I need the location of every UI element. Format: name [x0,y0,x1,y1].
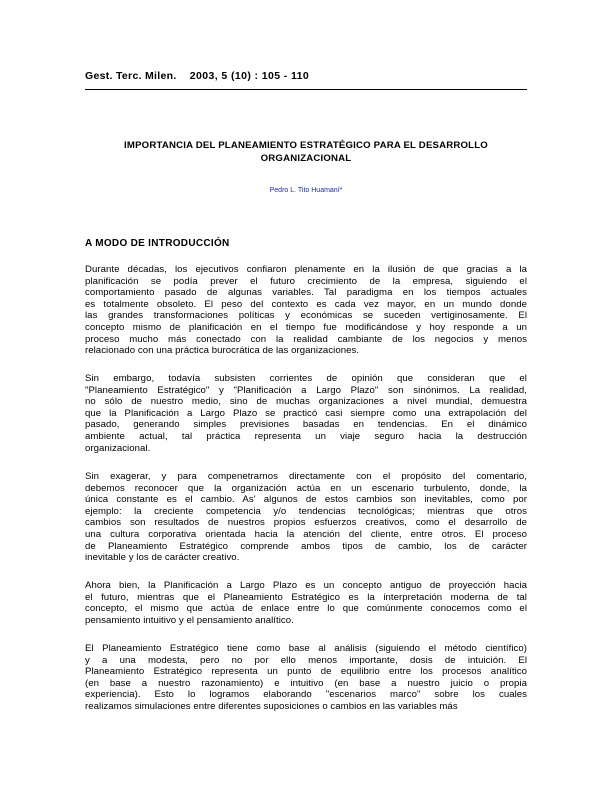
paragraph-line: experiencia). Esto lo logramos elaborando "escenarios marco" sobre los cuales [85,689,527,701]
paragraph-line: concepto mismo de planificación en el tiempo fue modificándose y hoy responde a un [85,321,527,333]
paper-title [85,139,527,165]
paragraph-line: Ahora bien, la Planificación a Largo Plazo es un concepto antiguo de proyección hacia [85,580,527,591]
paragraph-line: las grandes transformaciones políticas y económicas se suceden vertiginosamente. El [85,310,527,322]
paragraph [85,264,527,357]
paragraph-line: planificación se podía prever el futuro crecimiento de la empresa, siguiendo el [85,275,527,287]
paragraph [85,471,527,564]
paragraph-line: relacionado con una práctica burocrática de las organizaciones. [85,345,360,357]
section-heading: A MODO DE INTRODUCCIÓN [85,238,230,249]
paragraph-line: única constante es el cambio. As' algunos de estos cambios son inevitables, como por [85,494,527,506]
paragraph-line: una cultura corporativa orientada hacia la atención del cliente, entre otros. El proceso [85,528,527,540]
header-rule [85,89,527,90]
paragraph-line: es totalmente obsoleto. El peso del contexto es cada vez mayor, en un mundo donde [85,298,527,310]
paragraph-line: Sin exagerar, y para compenetrarnos directamente con el propósito del comentario, [85,471,527,482]
paragraph-line: inevitable y los de carácter creativo. [85,552,240,564]
journal-header [85,70,309,82]
paragraph-line: pensamiento intuitivo y el pensamiento analítico. [85,614,294,626]
paragraph-line: no sólo de nuestro medio, sino de muchas organizaciones a nivel mundial, demuestra [85,396,527,408]
paragraph-line: organizacional. [85,442,151,454]
paragraph-line: de Planeamiento Estratégico comprende ambos tipos de cambio, los de carácter [85,540,527,552]
paragraph-line: el futuro, mientras que el Planeamiento Estratégico es la interpretación moderna de tal [85,591,527,603]
paragraph-line: Sin embargo, todavía subsisten corrientes de opinión que consideran que el [85,373,527,384]
paragraph-line: debemos reconocer que la organización actúa en un escenario turbulento, donde, la [85,482,527,494]
paragraph-line: que la Planificación a Largo Plazo se practicó casi siempre como una extrapolación del [85,407,527,419]
paragraph-line: proceso mucho más conectado con la realidad cambiante de los negocios y menos [85,333,527,345]
journal-name: Gest. Terc. Milen. [85,70,177,82]
paragraph [85,643,527,713]
paragraph-line: pasado, generando simples previsiones basadas en tendencias. En el dinámico [85,419,527,431]
paragraph-line: cambios son resultados de nuestros propios esfuerzos creativos, como el desarrollo de [85,517,527,529]
paragraph-line: "Planeamiento Estratégico" y "Planificación a Largo Plazo" son sinónimos. La realidad, [85,384,527,396]
paragraph-line: y a una modesta, pero no por ello menos importante, dosis de intuición. El [85,654,527,666]
paragraph-line: El Planeamiento Estratégico tiene como base al análisis (siguiendo el método científico) [85,643,527,654]
paragraph-line: comportamiento pasado de algunas variables. Tal paradigma en los tiempos actuales [85,287,527,299]
paragraph [85,373,527,454]
paragraph [85,580,527,626]
paragraph-line: concepto, el mismo que actúa de enlace entre lo que comúnmente conocemos como el [85,603,527,615]
paragraph-line: ejemplo: la creciente competencia y/o tendencias tecnológicas; mientras que otros [85,505,527,517]
title-line-2: ORGANIZACIONAL [260,153,352,164]
title-line-1: IMPORTANCIA DEL PLANEAMIENTO ESTRATÉGICO PARA EL DESARROLLO [124,140,488,151]
paragraph-line: (en base a nuestro razonamiento) e intuitivo (en base a nuestro juicio o propia [85,677,527,689]
paragraph-line: ambiente actual, tal práctica representa un viaje seguro hacia la destrucción [85,430,527,442]
paragraph-line: realizamos simulaciones entre diferentes suposiciones o cambios en las variables más [85,700,458,712]
paragraph-line: Planeamiento Estratégico representa un punto de equilibrio entre los procesos analítico [85,666,527,678]
author-link[interactable]: Pedro L. Tito Huamaní* [269,187,343,194]
journal-citation: 2003, 5 (10) : 105 - 110 [189,70,310,82]
paragraph-line: Durante décadas, los ejecutivos confiaron plenamente en la ilusión de que gracias a la [85,264,527,275]
